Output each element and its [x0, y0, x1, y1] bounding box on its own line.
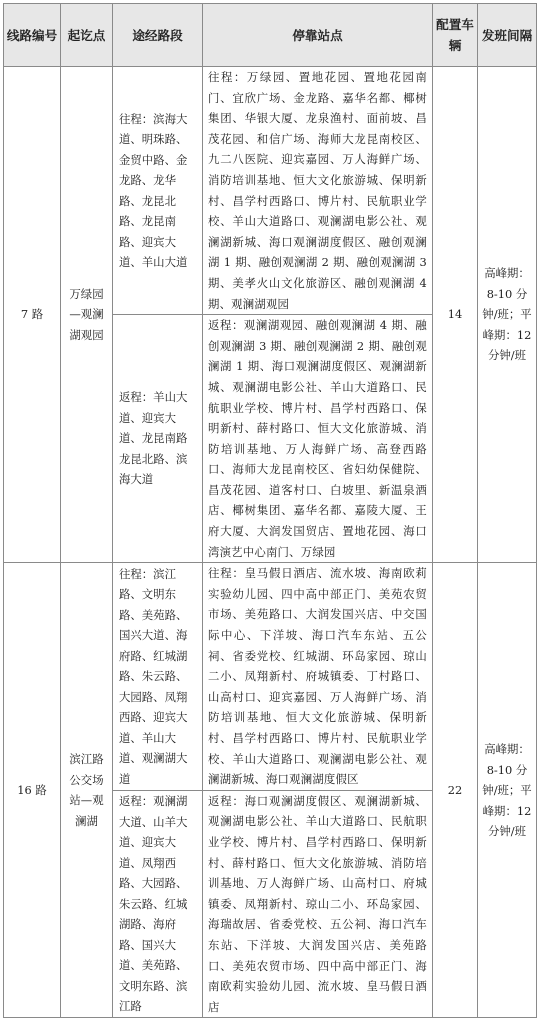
line-number-cell	[4, 563, 61, 1018]
header-interval: 发班间隔	[478, 4, 537, 67]
line-number: 16 路	[17, 783, 47, 798]
header-line-no: 线路编号	[4, 4, 61, 67]
table-row	[4, 67, 537, 315]
via-outbound: 往程：滨江路、文明东路、美苑路、国兴大道、海府路、红城湖路、朱云路、大园路、凤翔西路、迎宾大道、羊山大道、观澜湖大道	[119, 566, 188, 786]
header-via: 途经路段	[113, 4, 203, 67]
bus-route-table-wrapper	[3, 3, 536, 1018]
stops-return-cell	[203, 790, 433, 1018]
stops-return: 返程：海口观澜湖度假区、观澜湖新城、观澜湖电影公社、羊山大道路口、民航职业学校、博片村、昌学村西路口、保明新村、薛村路口、恒大文化旅游城、消防培训基地、万人海鲜广场、山高村口、府城镇委、凤翔新村、琼山二小、环岛家园、海瑞故居、省委党校、五公祠、海口汽车东站、下洋坡、大润发国兴店、美苑路口、美苑农贸市场、四中高中部正门、海南欧莉实验幼儿园、流水坡、皇马假日酒店	[208, 793, 427, 1014]
vehicle-count: 14	[447, 307, 463, 322]
start-end: 滨江路公交场站—观澜湖	[69, 752, 104, 828]
interval-cell	[478, 563, 537, 1018]
header-stops: 停靠站点	[203, 4, 433, 67]
stops-outbound: 往程：皇马假日酒店、流水坡、海南欧莉实验幼儿园、四中高中部正门、美苑农贸市场、美苑路口、大润发国兴店、中交国际中心、下洋坡、海口汽车东站、五公祠、省委党校、红城湖、环岛家园、琼山二小、凤翔新村、府城镇委、丁村路口、山高村口、迎宾嘉园、万人海鲜广场、消防培训基地、恒大文化旅游城、保明新村、昌学村西路口、博片村、民航职业学校、羊山大道路口、观澜湖电影公社、观澜湖新城、海口观澜湖度假区	[208, 566, 427, 787]
via-return-cell	[113, 790, 203, 1018]
vehicles-cell	[433, 67, 478, 563]
stops-outbound: 往程：万绿园、置地花园、置地花园南门、宜欣广场、金龙路、嘉华名都、椰树集团、华银大厦、龙泉渔村、面前坡、昌茂花园、和信广场、海师大龙昆南校区、九二八医院、迎宾嘉园、万人海鲜广场、消防培训基地、恒大文化旅游城、保明新村、昌学村西路口、博片村、民航职业学校、羊山大道路口、观澜湖电影公社、观澜湖新城、海口观澜湖度假区、融创观澜湖 1 期、融创观澜湖 2 期、融创观澜湖 3 期、美孝火山文化旅游区、融创观澜湖 4 期、观澜湖观园	[208, 70, 427, 311]
via-outbound-cell	[113, 67, 203, 315]
via-outbound: 往程：滨海大道、明珠路、金贸中路、金龙路、龙华路、龙昆北路、龙昆南路、迎宾大道、羊山大道	[119, 111, 188, 270]
line-number-cell	[4, 67, 61, 563]
via-return-cell	[113, 315, 203, 563]
bus-route-table	[3, 3, 537, 1018]
line-number: 7 路	[20, 307, 44, 322]
departure-interval: 高峰期：8-10 分钟/班；平峰期：12 分钟/班	[482, 742, 532, 839]
interval-cell	[478, 67, 537, 563]
vehicle-count: 22	[447, 783, 463, 798]
start-end-cell	[61, 67, 113, 563]
departure-interval: 高峰期：8-10 分钟/班；平峰期：12 分钟/班	[482, 266, 532, 363]
header-start-end: 起讫点	[61, 4, 113, 67]
stops-return: 返程：观澜湖观园、融创观澜湖 4 期、融创观澜湖 3 期、融创观澜湖 2 期、融创观澜湖 1 期、海口观澜湖度假区、观澜湖新城、观澜湖电影公社、羊山大道路口、民航职业学校、博片村、昌学村西路口、保明新村、薛村路口、恒大文化旅游城、消防培训基地、万人海鲜广场、高登西路口、海师大龙昆南校区、省妇幼保健院、昌茂花园、道客村口、白坡里、新温泉酒店、椰树集团、嘉华名都、嘉陵大厦、王府大厦、大润发国贸店、置地花园、海口湾演艺中心南门、万绿园	[208, 318, 427, 559]
start-end-cell	[61, 563, 113, 1018]
stops-outbound-cell	[203, 67, 433, 315]
via-return: 返程：羊山大道、迎宾大道、龙昆南路龙昆北路、滨海大道	[119, 390, 188, 487]
stops-outbound-cell	[203, 563, 433, 791]
stops-return-cell	[203, 315, 433, 563]
via-outbound-cell	[113, 563, 203, 791]
header-vehicles: 配置车辆	[433, 4, 478, 67]
vehicles-cell	[433, 563, 478, 1018]
table-row	[4, 563, 537, 791]
via-return: 返程：观澜湖大道、山羊大道、迎宾大道、凤翔西路、大园路、朱云路、红城湖路、海府路、国兴大道、美苑路、文明东路、滨江路	[119, 794, 188, 1014]
header-row	[4, 4, 537, 67]
start-end: 万绿园—观澜湖观园	[69, 286, 104, 342]
